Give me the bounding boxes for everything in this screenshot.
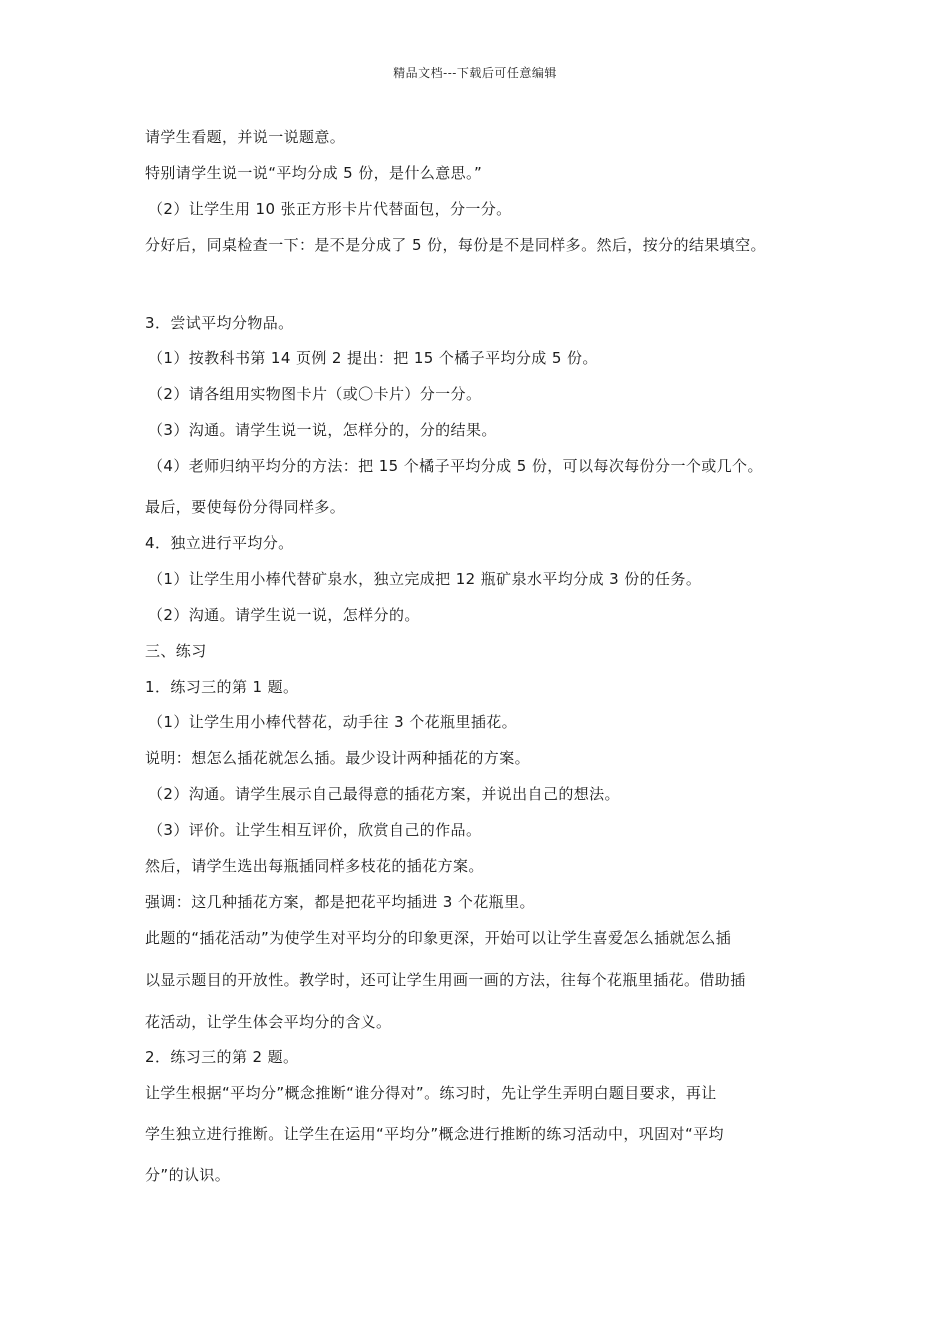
page-header: 精品文档---下载后可任意编辑 — [393, 66, 557, 80]
text-line: 说明：想怎么插花就怎么插。最少设计两种插花的方案。 — [145, 749, 531, 767]
text-line: 花活动，让学生体会平均分的含义。 — [145, 1013, 392, 1031]
text-line: （1）按教科书第 14 页例 2 提出：把 15 个橘子平均分成 5 份。 — [148, 349, 598, 367]
text-line: 分好后，同桌检查一下：是不是分成了 5 份，每份是不是同样多。然后，按分的结果填空。 — [145, 236, 766, 254]
text-line: （3）评价。让学生相互评价，欣赏自己的作品。 — [148, 821, 482, 839]
section-heading: 4．独立进行平均分。 — [145, 534, 294, 552]
text-line: （2）沟通。请学生展示自己最得意的插花方案，并说出自己的想法。 — [148, 785, 620, 803]
text-line: 分”的认识。 — [145, 1166, 231, 1184]
text-line: 让学生根据“平均分”概念推断“谁分得对”。练习时，先让学生弄明白题目要求，再让 — [145, 1084, 717, 1102]
text-line: （3）沟通。请学生说一说，怎样分的，分的结果。 — [148, 421, 497, 439]
text-line: （1）让学生用小棒代替花，动手往 3 个花瓶里插花。 — [148, 713, 518, 731]
text-line: 此题的“插花活动”为使学生对平均分的印象更深，开始可以让学生喜爱怎么插就怎么插 — [145, 929, 732, 947]
section-heading: 3．尝试平均分物品。 — [145, 314, 294, 332]
text-line: 特别请学生说一说“平均分成 5 份，是什么意思。” — [145, 164, 483, 182]
text-line: （4）老师归纳平均分的方法：把 15 个橘子平均分成 5 份，可以每次每份分一个或几个。 — [148, 457, 763, 475]
section-heading: 1．练习三的第 1 题。 — [145, 678, 299, 696]
text-line: 然后，请学生选出每瓶插同样多枝花的插花方案。 — [145, 857, 484, 875]
text-line: 请学生看题，并说一说题意。 — [145, 128, 346, 146]
section-heading: 三、练习 — [145, 642, 207, 660]
text-line: （2）沟通。请学生说一说，怎样分的。 — [148, 606, 420, 624]
text-line: （2）让学生用 10 张正方形卡片代替面包，分一分。 — [148, 200, 512, 218]
text-line: 强调：这几种插花方案，都是把花平均插进 3 个花瓶里。 — [145, 893, 535, 911]
text-line: （1）让学生用小棒代替矿泉水，独立完成把 12 瓶矿泉水平均分成 3 份的任务。 — [148, 570, 702, 588]
text-line: 以显示题目的开放性。教学时，还可让学生用画一画的方法，往每个花瓶里插花。借助插 — [145, 971, 746, 989]
text-line: 最后，要使每份分得同样多。 — [145, 498, 346, 516]
section-heading: 2．练习三的第 2 题。 — [145, 1048, 299, 1066]
text-line: 学生独立进行推断。让学生在运用“平均分”概念进行推断的练习活动中，巩固对“平均 — [145, 1125, 724, 1143]
text-line: （2）请各组用实物图卡片（或〇卡片）分一分。 — [148, 385, 482, 403]
